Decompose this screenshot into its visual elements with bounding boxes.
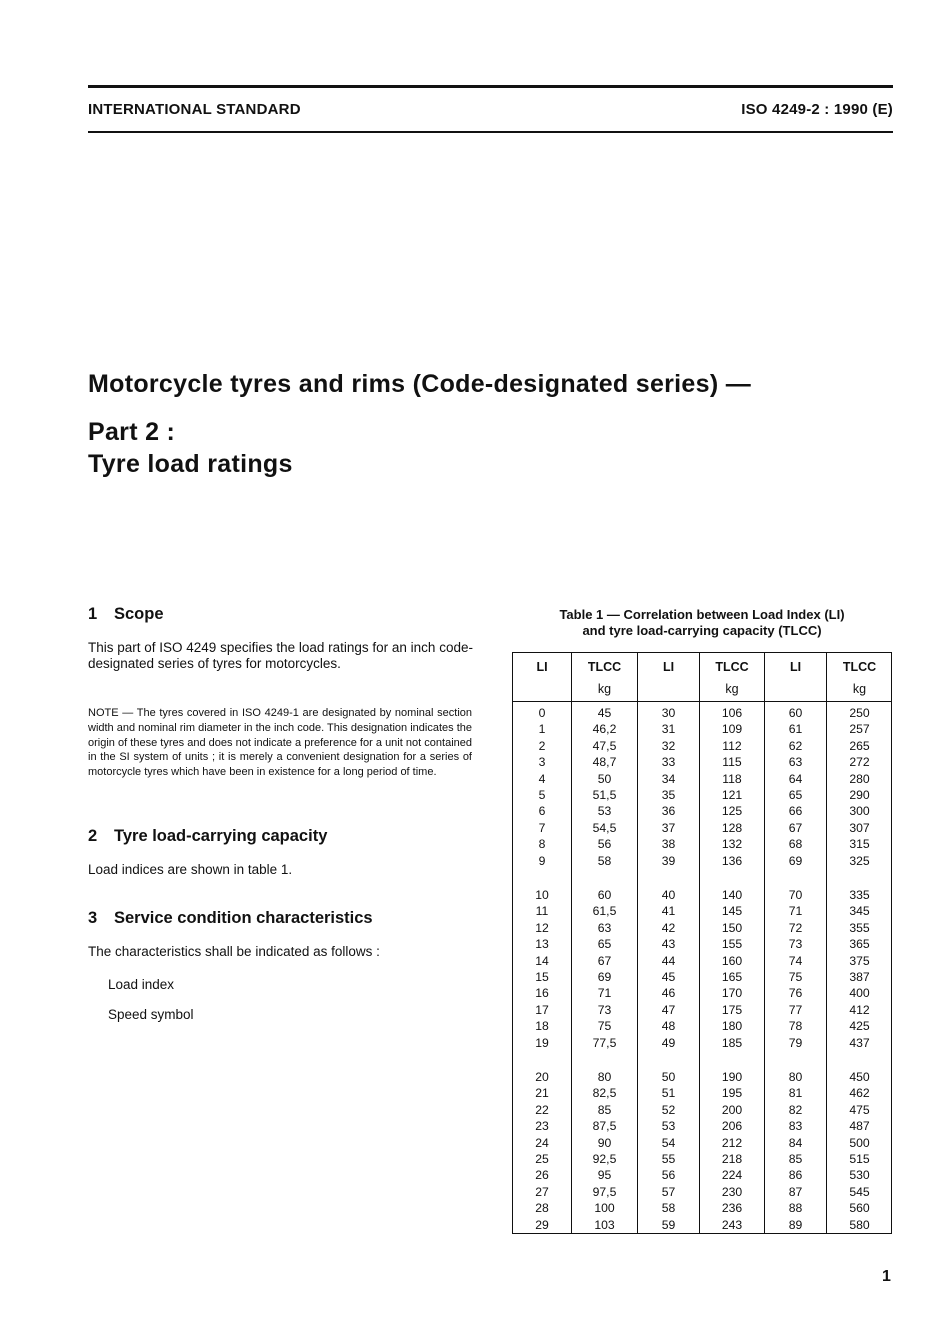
table-caption-line-2: and tyre load-carrying capacity (TLCC) — [582, 622, 822, 638]
table-cell: 54 — [661, 1135, 676, 1150]
header-tlcc: TLCC — [842, 660, 877, 674]
table-cell: 265 — [849, 738, 870, 753]
table-cell: 365 — [849, 937, 870, 952]
table-cell: 170 — [721, 986, 743, 1001]
table-cell: 16 — [535, 986, 549, 1001]
table-row-group — [638, 887, 699, 1057]
table-cell: 53 — [597, 804, 612, 819]
table-cell: 71 — [788, 904, 803, 919]
table-cell: 51,5 — [592, 787, 617, 802]
table-cell: 31 — [661, 722, 676, 737]
table-column-li-3 — [765, 705, 826, 1239]
table-cell: 81 — [788, 1086, 803, 1101]
table-cell: 335 — [849, 888, 870, 902]
table-row-group — [765, 887, 826, 1057]
table-cell: 4 — [538, 771, 546, 786]
table-cell: 0 — [538, 706, 546, 720]
table-cell: 86 — [788, 1168, 803, 1183]
service-item-speed-symbol: Speed symbol — [108, 1007, 194, 1022]
table-cell: 83 — [788, 1119, 803, 1134]
section-number: 2 — [88, 827, 98, 845]
table-cell: 412 — [849, 1002, 870, 1017]
table-cell: 290 — [849, 787, 870, 802]
table-cell: 32 — [661, 738, 676, 753]
table-row-group — [765, 1069, 826, 1239]
load-index-table — [512, 652, 892, 1234]
table-cell: 21 — [535, 1086, 549, 1101]
table-row-group — [827, 705, 892, 875]
table-cell: 19 — [535, 1035, 549, 1050]
unit-kg: kg — [852, 682, 867, 696]
table-cell: 50 — [597, 771, 612, 786]
table-cell: 60 — [788, 706, 803, 720]
table-cell: 1 — [538, 722, 546, 737]
table-column-li-1 — [513, 705, 571, 1239]
section-title: Scope — [114, 605, 164, 623]
table-cell: 57 — [661, 1184, 676, 1199]
service-item-load-index: Load index — [108, 977, 175, 992]
table-cell: 3 — [538, 755, 546, 770]
table-cell: 58 — [661, 1201, 676, 1216]
table-cell: 85 — [597, 1102, 612, 1117]
scope-text: This part of ISO 4249 specifies the load ratings for an inch code-designated series of tyres for motorcycles. — [88, 640, 473, 671]
table-cell: 325 — [849, 853, 870, 868]
table-cell: 48,7 — [592, 755, 617, 770]
table-cell: 97,5 — [592, 1184, 617, 1199]
table-cell: 48 — [661, 1019, 676, 1034]
table-cell: 92,5 — [592, 1151, 617, 1166]
table-cell: 77 — [788, 1002, 803, 1017]
table-cell: 315 — [849, 837, 870, 852]
table-caption-line-1: Table 1 — Correlation between Load Index (LI) — [559, 607, 845, 622]
table-cell: 46 — [661, 986, 676, 1001]
header-rule-top — [88, 85, 893, 88]
table-cell: 33 — [661, 755, 676, 770]
table-cell: 67 — [788, 820, 803, 835]
table-cell: 257 — [849, 722, 870, 737]
table-row-group — [700, 1069, 764, 1239]
table-cell: 11 — [535, 904, 549, 919]
table-cell: 89 — [788, 1217, 803, 1232]
table-cell: 23 — [535, 1119, 549, 1134]
table-cell: 103 — [594, 1217, 615, 1232]
table-cell: 160 — [721, 953, 743, 968]
table-cell: 112 — [722, 738, 742, 753]
table-cell: 75 — [597, 1019, 612, 1034]
service-text: The characteristics shall be indicated as follows : — [88, 944, 380, 959]
table-cell: 43 — [661, 937, 676, 952]
table-cell: 437 — [849, 1035, 870, 1050]
table-cell: 165 — [721, 969, 743, 984]
table-cell: 22 — [535, 1102, 549, 1117]
table-row-group — [572, 705, 637, 875]
table-cell: 175 — [721, 1002, 743, 1017]
header-rule-bottom — [88, 131, 893, 133]
table-cell: 180 — [721, 1019, 743, 1034]
table-cell: 36 — [661, 804, 676, 819]
table-cell: 6 — [538, 804, 546, 819]
table-cell: 128 — [721, 820, 743, 835]
table-row-group — [572, 887, 637, 1057]
header-li: LI — [789, 660, 802, 674]
table-cell: 50 — [661, 1070, 676, 1084]
table-cell: 530 — [849, 1168, 870, 1183]
table-cell: 26 — [535, 1168, 549, 1183]
table-cell: 63 — [597, 920, 612, 935]
table-cell: 250 — [849, 706, 870, 720]
table-cell: 69 — [788, 853, 803, 868]
table-cell: 9 — [538, 853, 546, 868]
table-cell: 200 — [721, 1102, 743, 1117]
table-cell: 29 — [535, 1217, 549, 1232]
table-cell: 25 — [535, 1151, 549, 1166]
header-tlcc: TLCC — [587, 660, 622, 674]
table-cell: 90 — [597, 1135, 612, 1150]
table-cell: 45 — [597, 706, 612, 720]
table-cell: 59 — [661, 1217, 676, 1232]
table-cell: 40 — [661, 888, 676, 902]
part-title: Tyre load ratings — [88, 450, 293, 478]
table-cell: 44 — [661, 953, 676, 968]
table-cell: 13 — [535, 937, 549, 952]
table-cell: 87 — [788, 1184, 803, 1199]
table-cell: 64 — [788, 771, 803, 786]
table-cell: 53 — [661, 1119, 676, 1134]
table-cell: 345 — [849, 904, 870, 919]
table-cell: 206 — [721, 1119, 743, 1134]
table-cell: 545 — [849, 1184, 870, 1199]
capacity-text: Load indices are shown in table 1. — [88, 862, 293, 877]
table-row-group — [700, 705, 764, 875]
table-cell: 73 — [788, 937, 803, 952]
table-cell: 52 — [661, 1102, 676, 1117]
table-cell: 45 — [661, 969, 676, 984]
table-cell: 72 — [788, 920, 803, 935]
table-cell: 73 — [597, 1002, 612, 1017]
table-cell: 69 — [597, 969, 612, 984]
part-label: Part 2 : — [88, 418, 176, 446]
section-number: 1 — [88, 605, 98, 623]
table-cell: 118 — [722, 771, 742, 786]
table-cell: 515 — [849, 1151, 870, 1166]
table-caption — [510, 607, 894, 638]
table-cell: 17 — [535, 1002, 549, 1017]
table-cell: 47 — [661, 1002, 676, 1017]
table-cell: 95 — [597, 1168, 612, 1183]
table-cell: 224 — [721, 1168, 743, 1183]
table-cell: 5 — [538, 787, 546, 802]
table-cell: 7 — [538, 820, 546, 835]
table-cell: 65 — [788, 787, 803, 802]
table-cell: 300 — [849, 804, 870, 819]
table-cell: 450 — [849, 1070, 870, 1084]
header-tlcc: TLCC — [715, 660, 749, 674]
table-cell: 51 — [661, 1086, 676, 1101]
table-cell: 18 — [535, 1019, 549, 1034]
table-cell: 70 — [788, 888, 803, 902]
table-cell: 84 — [788, 1135, 803, 1150]
table-cell: 88 — [788, 1201, 803, 1216]
table-cell: 355 — [849, 920, 870, 935]
section-number: 3 — [88, 909, 98, 927]
table-cell: 55 — [661, 1151, 676, 1166]
table-cell: 41 — [661, 904, 676, 919]
table-cell: 27 — [535, 1184, 549, 1199]
table-cell: 121 — [721, 787, 743, 802]
table-cell: 65 — [597, 937, 612, 952]
table-cell: 307 — [849, 820, 870, 835]
table-cell: 195 — [721, 1086, 743, 1101]
table-cell: 236 — [721, 1201, 743, 1216]
table-cell: 80 — [788, 1070, 803, 1084]
table-cell: 79 — [788, 1035, 803, 1050]
table-cell: 30 — [661, 706, 676, 720]
table-cell: 109 — [721, 722, 743, 737]
table-cell: 8 — [538, 837, 546, 852]
table-cell: 560 — [849, 1201, 870, 1216]
table-row-group — [572, 1069, 637, 1239]
scope-heading — [88, 605, 164, 624]
section-title: Service condition characteristics — [114, 909, 373, 927]
table-cell: 230 — [721, 1184, 743, 1199]
table-column-tlcc-1 — [572, 705, 637, 1239]
table-cell: 280 — [849, 771, 870, 786]
table-cell: 68 — [788, 837, 803, 852]
table-cell: 80 — [597, 1070, 612, 1084]
table-cell: 54,5 — [592, 820, 617, 835]
table-cell: 125 — [721, 804, 743, 819]
table-cell: 15 — [535, 969, 549, 984]
table-cell: 67 — [597, 953, 612, 968]
table-cell: 47,5 — [592, 738, 617, 753]
table-cell: 75 — [788, 969, 803, 984]
table-cell: 212 — [721, 1135, 743, 1150]
table-cell: 78 — [788, 1019, 803, 1034]
table-row-group — [827, 887, 892, 1057]
table-row-group — [513, 705, 571, 875]
unit-kg: kg — [597, 682, 612, 696]
table-cell: 580 — [849, 1217, 870, 1232]
table-cell: 71 — [597, 986, 612, 1001]
table-cell: 2 — [538, 738, 546, 753]
table-cell: 136 — [721, 853, 743, 868]
table-cell: 42 — [661, 920, 676, 935]
table-cell: 74 — [788, 953, 803, 968]
table-column-tlcc-2 — [700, 705, 764, 1239]
table-cell: 46,2 — [592, 722, 617, 737]
table-cell: 82 — [788, 1102, 803, 1117]
table-cell: 49 — [661, 1035, 676, 1050]
table-cell: 155 — [721, 937, 743, 952]
table-cell: 63 — [788, 755, 803, 770]
table-cell: 85 — [788, 1151, 803, 1166]
table-cell: 425 — [849, 1019, 870, 1034]
table-cell: 475 — [849, 1102, 870, 1117]
table-cell: 61,5 — [592, 904, 617, 919]
table-cell: 272 — [849, 755, 870, 770]
table-cell: 77,5 — [592, 1035, 617, 1050]
table-cell: 35 — [661, 787, 676, 802]
scope-note: NOTE — The tyres covered in ISO 4249-1 are designated by nominal section width and nominal rim diameter in the inch code. This designation indicates the origin of these tyres and does not indicate a preference for a unit not contained in the SI system of units ; it is merely a convenient designation for a series of motorcycle tyres which have been in existence for a long period of time. — [88, 707, 472, 779]
table-cell: 10 — [535, 888, 549, 902]
table-cell: 60 — [597, 888, 612, 902]
standard-label: INTERNATIONAL STANDARD — [88, 101, 301, 118]
table-cell: 56 — [597, 837, 612, 852]
table-cell: 56 — [661, 1168, 676, 1183]
table-cell: 140 — [721, 888, 743, 902]
table-cell: 387 — [849, 969, 870, 984]
table-cell: 87,5 — [592, 1119, 617, 1134]
table-cell: 375 — [849, 953, 870, 968]
table-cell: 243 — [721, 1217, 743, 1232]
table-cell: 38 — [661, 837, 676, 852]
table-cell: 462 — [849, 1086, 870, 1101]
page-number: 1 — [882, 1268, 891, 1285]
table-cell: 58 — [597, 853, 612, 868]
capacity-heading — [88, 827, 327, 846]
table-cell: 37 — [661, 820, 676, 835]
table-cell: 190 — [721, 1070, 743, 1084]
header-li: LI — [536, 660, 548, 674]
table-cell: 20 — [535, 1070, 549, 1084]
table-cell: 106 — [721, 706, 743, 720]
table-row-group — [765, 705, 826, 875]
table-cell: 34 — [661, 771, 676, 786]
table-cell: 132 — [721, 837, 743, 852]
header-li: LI — [662, 660, 675, 674]
table-cell: 185 — [721, 1035, 743, 1050]
table-cell: 76 — [788, 986, 803, 1001]
document-number: ISO 4249-2 : 1990 (E) — [741, 101, 893, 118]
table-row-group — [638, 1069, 699, 1239]
document-title: Motorcycle tyres and rims (Code-designated series) — — [88, 370, 752, 398]
table-cell: 82,5 — [592, 1086, 617, 1101]
table-cell: 66 — [788, 804, 803, 819]
section-title: Tyre load-carrying capacity — [114, 827, 328, 845]
service-heading — [88, 909, 373, 928]
table-row-group — [513, 887, 571, 1057]
table-row-group — [700, 887, 764, 1057]
table-row-group — [638, 705, 699, 875]
table-cell: 218 — [721, 1151, 743, 1166]
table-cell: 14 — [535, 953, 549, 968]
table-cell: 39 — [661, 853, 676, 868]
table-column-tlcc-3 — [827, 705, 892, 1239]
table-cell: 487 — [849, 1119, 870, 1134]
table-cell: 150 — [721, 920, 743, 935]
table-cell: 500 — [849, 1135, 870, 1150]
table-header-divider — [513, 701, 891, 702]
table-row-group — [513, 1069, 571, 1239]
unit-kg: kg — [725, 682, 739, 696]
table-column-li-2 — [638, 705, 699, 1239]
table-cell: 115 — [722, 755, 742, 770]
table-cell: 100 — [594, 1201, 615, 1216]
table-cell: 400 — [849, 986, 870, 1001]
table-cell: 62 — [788, 738, 803, 753]
table-row-group — [827, 1069, 892, 1239]
table-cell: 61 — [788, 722, 803, 737]
table-cell: 12 — [535, 920, 549, 935]
table-cell: 145 — [721, 904, 743, 919]
table-cell: 28 — [535, 1201, 549, 1216]
table-cell: 24 — [535, 1135, 549, 1150]
